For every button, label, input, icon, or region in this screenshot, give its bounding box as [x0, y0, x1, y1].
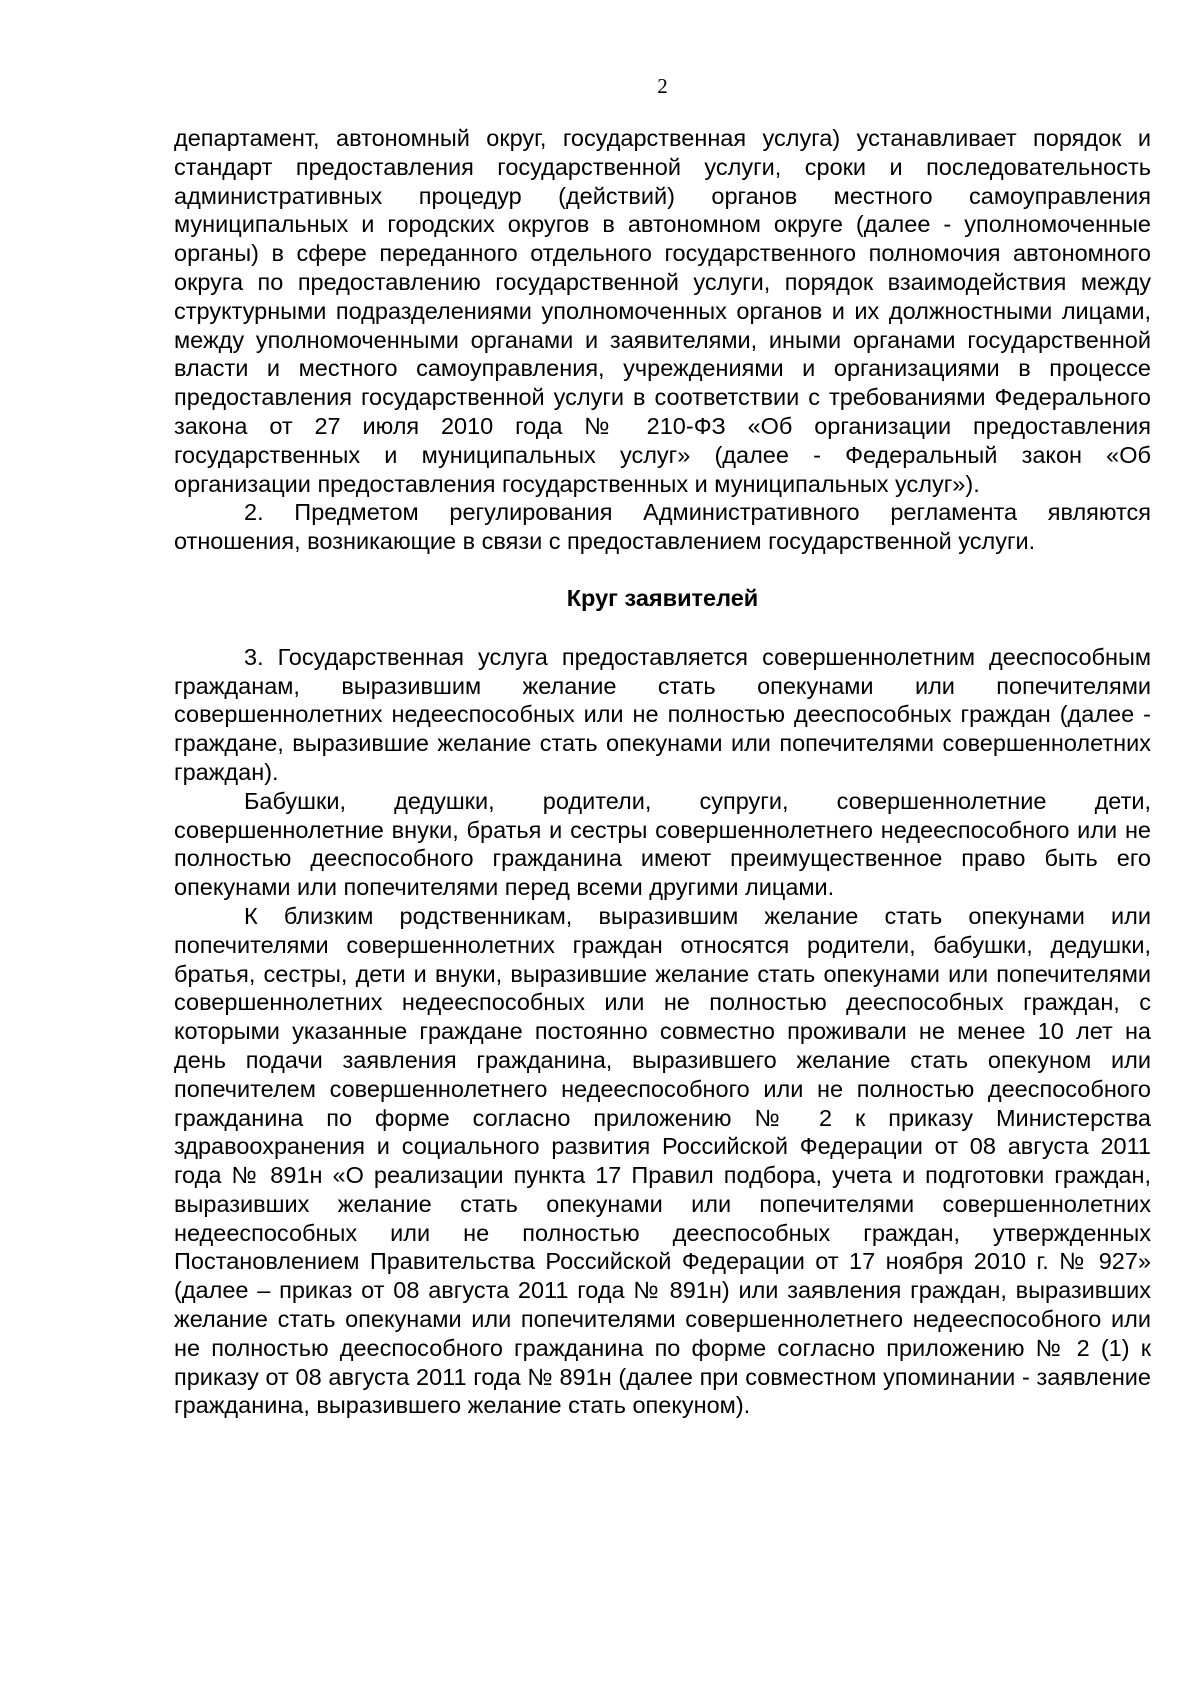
section-heading: Круг заявителей [566, 584, 759, 611]
paragraph-2: 2. Предметом регулирования Административного регламента являются отношения, возникающие в связи с предоставлением государственной услуги. [174, 499, 1151, 555]
paragraph-priority-right: Бабушки, дедушки, родители, супруги, совершеннолетние дети, совершеннолетние внуки, братья и сестры совершеннолетнего недееспособного или не полностью дееспособного гражданина имеют преимущественное право быть его опекунами или попечителями перед всеми другими лицами. [174, 787, 1151, 901]
paragraph-scope-continuation: департамент, автономный округ, государственная услуга) устанавливает порядок и стандарт предоставления государственной услуги, сроки и последовательность административных процедур (действий) органов местного самоуправления муниципальных и городских округов в автономном округе (далее - уполномоченные органы) в сфере переданного отдельного государственного полномочия автономного округа по предоставлению государственной услуги, порядок взаимодействия между структурными подразделениями уполномоченных органов и их должностными лицами, между уполномоченными органами и заявителями, иными органами государственной власти и местного самоуправления, учреждениями и организациями в процессе предоставления государственной услуги в соответствии с требованиями Федерального закона от 27 июля 2010 года № 210-ФЗ «Об организации предоставления государственных и муниципальных услуг» (далее - Федеральный закон «Об организации предоставления государственных и муниципальных услуг»). [174, 125, 1151, 497]
document-body [174, 124, 1151, 1420]
paragraph-3: 3. Государственная услуга предоставляется совершеннолетним дееспособным гражданам, выразившим желание стать опекунами или попечителями совершеннолетних недееспособных или не полностью дееспособных граждан (далее - граждане, выразившие желание стать опекунами или попечителями совершеннолетних граждан). [174, 643, 1151, 785]
page-number: 2 [657, 74, 668, 98]
paragraph-close-relatives: К близким родственникам, выразившим желание стать опекунами или попечителями совершеннолетних граждан относятся родители, бабушки, дедушки, братья, сестры, дети и внуки, выразившие желание стать опекунами или попечителями совершеннолетних недееспособных или не полностью дееспособных граждан, с которыми указанные граждане постоянно совместно проживали не менее 10 лет на день подачи заявления гражданина, выразившего желание стать опекуном или попечителем совершеннолетнего недееспособного или не полностью дееспособного гражданина по форме согласно приложению № 2 к приказу Министерства здравоохранения и социального развития Российской Федерации от 08 августа 2011 года № 891н «О реализации пункта 17 Правил подбора, учета и подготовки граждан, выразивших желание стать опекунами или попечителями совершеннолетних недееспособных или не полностью дееспособных граждан, утвержденных Постановлением Правительства Российской Федерации от 17 ноября 2010 г. № 927» (далее – приказ от 08 августа 2011 года № 891н) или заявления граждан, выразивших желание стать опекунами или попечителями совершеннолетнего недееспособного или не полностью дееспособного гражданина по форме согласно приложению № 2 (1) к приказу от 08 августа 2011 года № 891н (далее при совместном упоминании - заявление гражданина, выразившего желание стать опекуном). [174, 902, 1151, 1419]
